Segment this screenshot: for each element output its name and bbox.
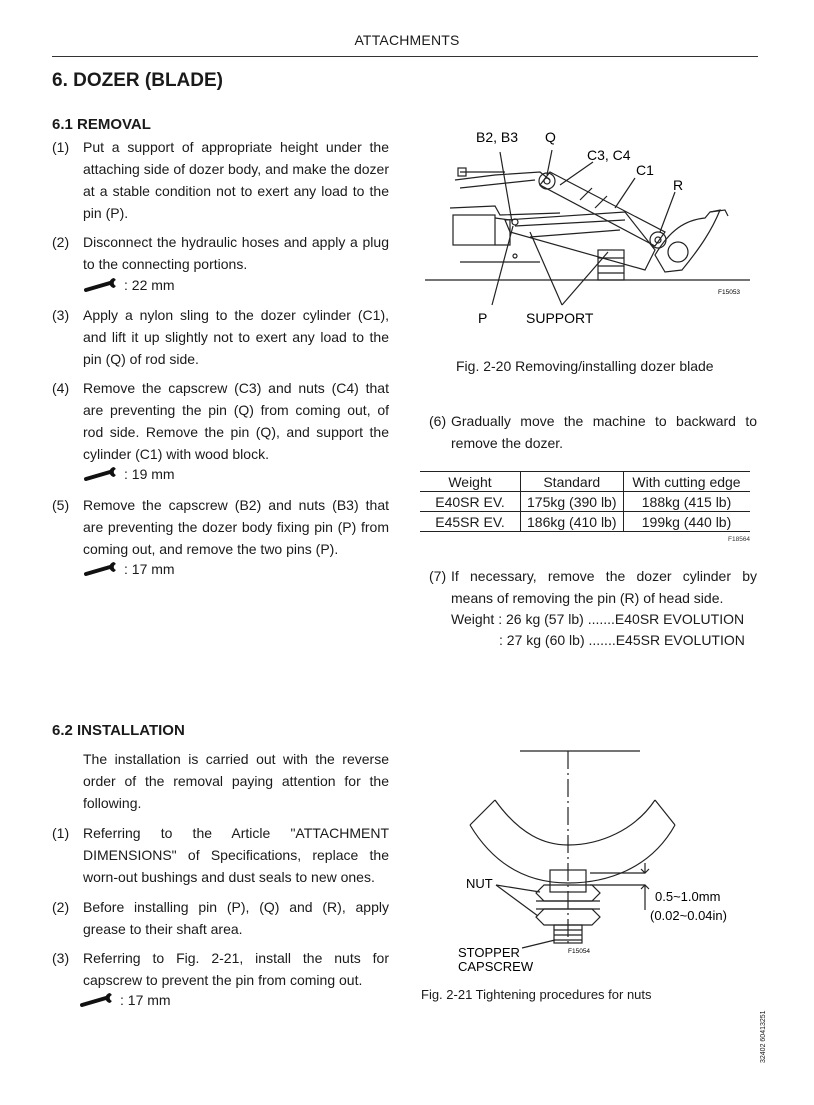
label-b2b3: B2, B3	[476, 129, 519, 145]
wrench-icon	[80, 991, 118, 1009]
figure-code: F15053	[718, 289, 741, 296]
installation-step-3	[52, 947, 389, 991]
table-cell: 199kg (440 lb)	[623, 512, 750, 532]
step-text: Gradually move the machine to backward to remove the dozer.	[451, 413, 757, 451]
label-c3c4: C3, C4	[587, 147, 631, 163]
table-header: With cutting edge	[623, 472, 750, 492]
table-cell: E45SR EV.	[420, 512, 521, 532]
step-number: (4)	[52, 380, 70, 396]
removal-step-3	[52, 304, 389, 370]
wrench-icon	[84, 276, 122, 294]
label-support: SUPPORT	[526, 310, 594, 326]
figure-caption-2-20: Fig. 2-20 Removing/installing dozer blade	[456, 358, 714, 374]
table-header: Weight	[420, 472, 521, 492]
installation-step-1	[52, 822, 389, 888]
label-c1: C1	[636, 162, 654, 178]
label-gap-in: (0.02~0.04in)	[650, 908, 727, 923]
wrench-icon	[84, 465, 122, 483]
tool-size: : 22 mm	[124, 277, 175, 293]
nut-tightening-figure	[440, 745, 760, 980]
removal-step-5	[52, 494, 389, 560]
figure-code: F15054	[568, 948, 591, 955]
installation-title: 6.2 INSTALLATION	[52, 722, 185, 739]
step-number: (3)	[52, 307, 70, 323]
label-r: R	[673, 177, 684, 193]
side-code-text: 32402 60413251	[760, 1010, 767, 1063]
step-number: (3)	[52, 950, 70, 966]
step-number: (1)	[52, 139, 70, 155]
step-text: Remove the capscrew (C3) and nuts (C4) that are preventing the pin (Q) from coming out, of rod side. Remove the pin (Q), and support the cylinder (C1) with wood block.	[83, 380, 389, 462]
step-text: Apply a nylon sling to the dozer cylinder (C1), and lift it up slightly not to exert any load to the pin (Q) of rod side.	[83, 307, 389, 367]
header-rule	[52, 56, 758, 57]
tool-size: : 17 mm	[120, 992, 171, 1008]
tool-spec-22	[84, 276, 175, 294]
table-row	[420, 492, 750, 512]
tool-size: : 19 mm	[124, 466, 175, 482]
cylinder-weight-e45: : 27 kg (60 lb) .......E45SR EVOLUTION	[499, 632, 745, 648]
step-text: Referring to the Article "ATTACHMENT DIMENSIONS" of Specifications, replace the worn-out bushings and dust seals to new ones.	[83, 825, 389, 885]
tool-spec-17	[84, 560, 175, 578]
step-text: Remove the capscrew (B2) and nuts (B3) that are preventing the dozer body fixing pin (P) from coming out, and remove the two pins (P).	[83, 497, 389, 557]
side-code	[760, 1005, 800, 1065]
removal-step-2	[52, 231, 389, 275]
step-text: Before installing pin (P), (Q) and (R), apply grease to their shaft area.	[83, 899, 389, 937]
figure-caption-2-21: Fig. 2-21 Tightening procedures for nuts	[421, 987, 652, 1002]
page-header: ATTACHMENTS	[354, 32, 460, 48]
dozer-blade-figure	[420, 120, 765, 330]
table-code: F18564	[728, 536, 751, 543]
step-text: Referring to Fig. 2-21, install the nuts for capscrew to prevent the pin from coming out.	[83, 950, 389, 988]
table-cell: 188kg (415 lb)	[623, 492, 750, 512]
table-cell: E40SR EV.	[420, 492, 521, 512]
table-cell: 175kg (390 lb)	[521, 492, 624, 512]
removal-step-1	[52, 136, 389, 224]
removal-step-4	[52, 377, 389, 465]
step-text: Put a support of appropriate height under the attaching side of dozer body, and make the dozer at a stable condition not to exert any load to the pin (P).	[83, 139, 389, 221]
label-nut: NUT	[466, 876, 493, 891]
table-header: Standard	[521, 472, 624, 492]
table-row	[420, 512, 750, 532]
step-number: (6)	[429, 413, 447, 429]
step-number: (5)	[52, 497, 70, 513]
label-capscrew: CAPSCREW	[458, 959, 534, 974]
removal-title: 6.1 REMOVAL	[52, 116, 151, 133]
step-number: (1)	[52, 825, 70, 841]
installation-step-2	[52, 896, 389, 940]
cylinder-weight-e40: Weight : 26 kg (57 lb) .......E40SR EVOLUTION	[451, 611, 745, 627]
installation-intro: The installation is carried out with the reverse order of the removal paying attention for the following.	[83, 751, 389, 811]
removal-step-7	[429, 565, 757, 609]
tool-spec-17-install	[80, 991, 171, 1009]
step-text: Disconnect the hydraulic hoses and apply a plug to the connecting portions.	[83, 234, 389, 272]
tool-size: : 17 mm	[124, 561, 175, 577]
label-stopper: STOPPER	[458, 945, 520, 960]
table-cell: 186kg (410 lb)	[521, 512, 624, 532]
dozer-weight-table	[420, 471, 750, 532]
step-number: (2)	[52, 234, 70, 250]
section-title: 6. DOZER (BLADE)	[52, 70, 223, 91]
label-q: Q	[545, 129, 556, 145]
label-gap-mm: 0.5~1.0mm	[655, 889, 721, 904]
table-header-row	[420, 472, 750, 492]
removal-step-6	[429, 410, 757, 454]
step-text: If necessary, remove the dozer cylinder by means of removing the pin (R) of head side.	[451, 568, 757, 606]
step-number: (7)	[429, 568, 447, 584]
label-p: P	[478, 310, 488, 326]
tool-spec-19	[84, 465, 175, 483]
step-number: (2)	[52, 899, 70, 915]
wrench-icon	[84, 560, 122, 578]
